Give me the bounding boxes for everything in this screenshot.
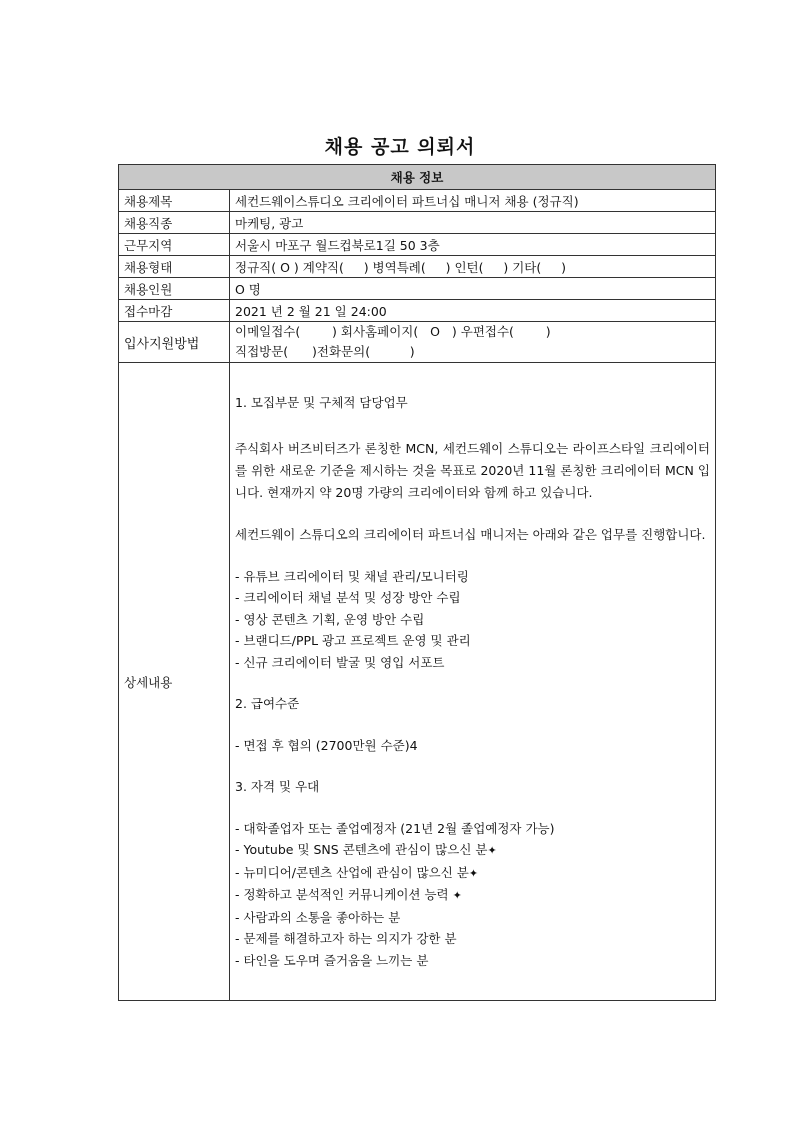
row-headcount	[119, 278, 716, 300]
qualification-item: - 사람과의 소통을 좋아하는 분	[235, 909, 401, 925]
row-title	[119, 190, 716, 212]
qualification-item	[235, 862, 710, 885]
duty-item: - 크리에이터 채널 분석 및 성장 방안 수립	[235, 590, 461, 605]
salary-item: - 면접 후 협의 (2700만원 수준)4	[235, 737, 418, 753]
row-value: 세컨드웨이스튜디오 크리에이터 파트너십 매니저 채용 (정규직)	[230, 190, 716, 212]
row-label: 근무지역	[119, 234, 230, 256]
method-line-2: 직접방문( )전화문의( )	[235, 344, 415, 359]
section-3-heading: 3. 자격 및 우대	[235, 779, 320, 794]
qualification-text: - 뉴미디어/콘텐츠 산업에 관심이 많으신 분	[235, 864, 469, 880]
row-label: 접수마감	[119, 300, 230, 322]
details-content	[230, 363, 716, 1001]
row-employment-type	[119, 256, 716, 278]
row-location	[119, 234, 716, 256]
row-value	[230, 322, 716, 363]
qualification-item	[235, 884, 710, 907]
row-value: 2021 년 2 월 21 일 24:00	[230, 300, 716, 322]
duty-item: - 신규 크리에이터 발굴 및 영입 서포트	[235, 654, 445, 670]
document-title: 채용 공고 의뢰서	[324, 136, 476, 158]
row-label: 상세내용	[119, 363, 230, 1001]
recruitment-table	[118, 164, 716, 1001]
qualification-text: - 정확하고 분석적인 커뮤니케이션 능력	[235, 887, 453, 902]
row-value: O 명	[230, 278, 716, 300]
qualification-item: - 대학졸업자 또는 졸업예정자 (21년 2월 졸업예정자 가능)	[235, 820, 555, 836]
row-application-method	[119, 322, 716, 363]
row-value: 서울시 마포구 월드컵북로1길 50 3층	[230, 234, 716, 256]
qualification-text: - Youtube 및 SNS 콘텐츠에 관심이 많으신 분	[235, 842, 488, 857]
duty-item: - 영상 콘텐츠 기획, 운영 방안 수립	[235, 611, 425, 627]
sparkle-icon: ✦	[468, 866, 479, 880]
section-2-heading: 2. 급여수준	[235, 696, 300, 711]
role-intro: 세컨드웨이 스튜디오의 크리에이터 파트너십 매니저는 아래와 같은 업무를 진행합니다.	[235, 526, 706, 542]
section-header: 채용 정보	[119, 165, 716, 190]
qualification-item: - 문제를 해결하고자 하는 의지가 강한 분	[235, 931, 457, 946]
sparkle-icon: ✦	[487, 844, 497, 857]
row-value: 마케팅, 광고	[230, 212, 716, 234]
qualification-item: - 타인을 도우며 즐거움을 느끼는 분	[235, 952, 429, 968]
row-label: 채용인원	[119, 278, 230, 300]
row-job-type	[119, 212, 716, 234]
row-deadline	[119, 300, 716, 322]
duty-item: - 브랜디드/PPL 광고 프로젝트 운영 및 관리	[235, 633, 471, 648]
row-label: 채용형태	[119, 256, 230, 278]
row-details	[119, 363, 716, 1001]
company-intro: 주식회사 버즈비터즈가 론칭한 MCN, 세컨드웨이 스튜디오는 라이프스타일 크리에이터를 위한 새로운 기준을 제시하는 것을 목표로 2020년 11월 론칭한 크리에이터 MCN 입니다. 현재까지 약 20명 가량의 크리에이터와 함께 하고 있습니다.	[235, 440, 710, 500]
sparkle-icon: ✦	[452, 889, 462, 902]
duty-item: - 유튜브 크리에이터 및 채널 관리/모니터링	[235, 568, 469, 584]
method-line-1: 이메일접수( ) 회사홈페이지( O ) 우편접수( )	[235, 324, 551, 339]
section-1-heading: 1. 모집부문 및 구체적 담당업무	[235, 395, 408, 410]
qualification-item	[235, 839, 710, 862]
row-value: 정규직( O ) 계약직( ) 병역특례( ) 인턴( ) 기타( )	[230, 256, 716, 278]
row-label: 입사지원방법	[119, 322, 230, 363]
row-label: 채용직종	[119, 212, 230, 234]
row-label: 채용제목	[119, 190, 230, 212]
